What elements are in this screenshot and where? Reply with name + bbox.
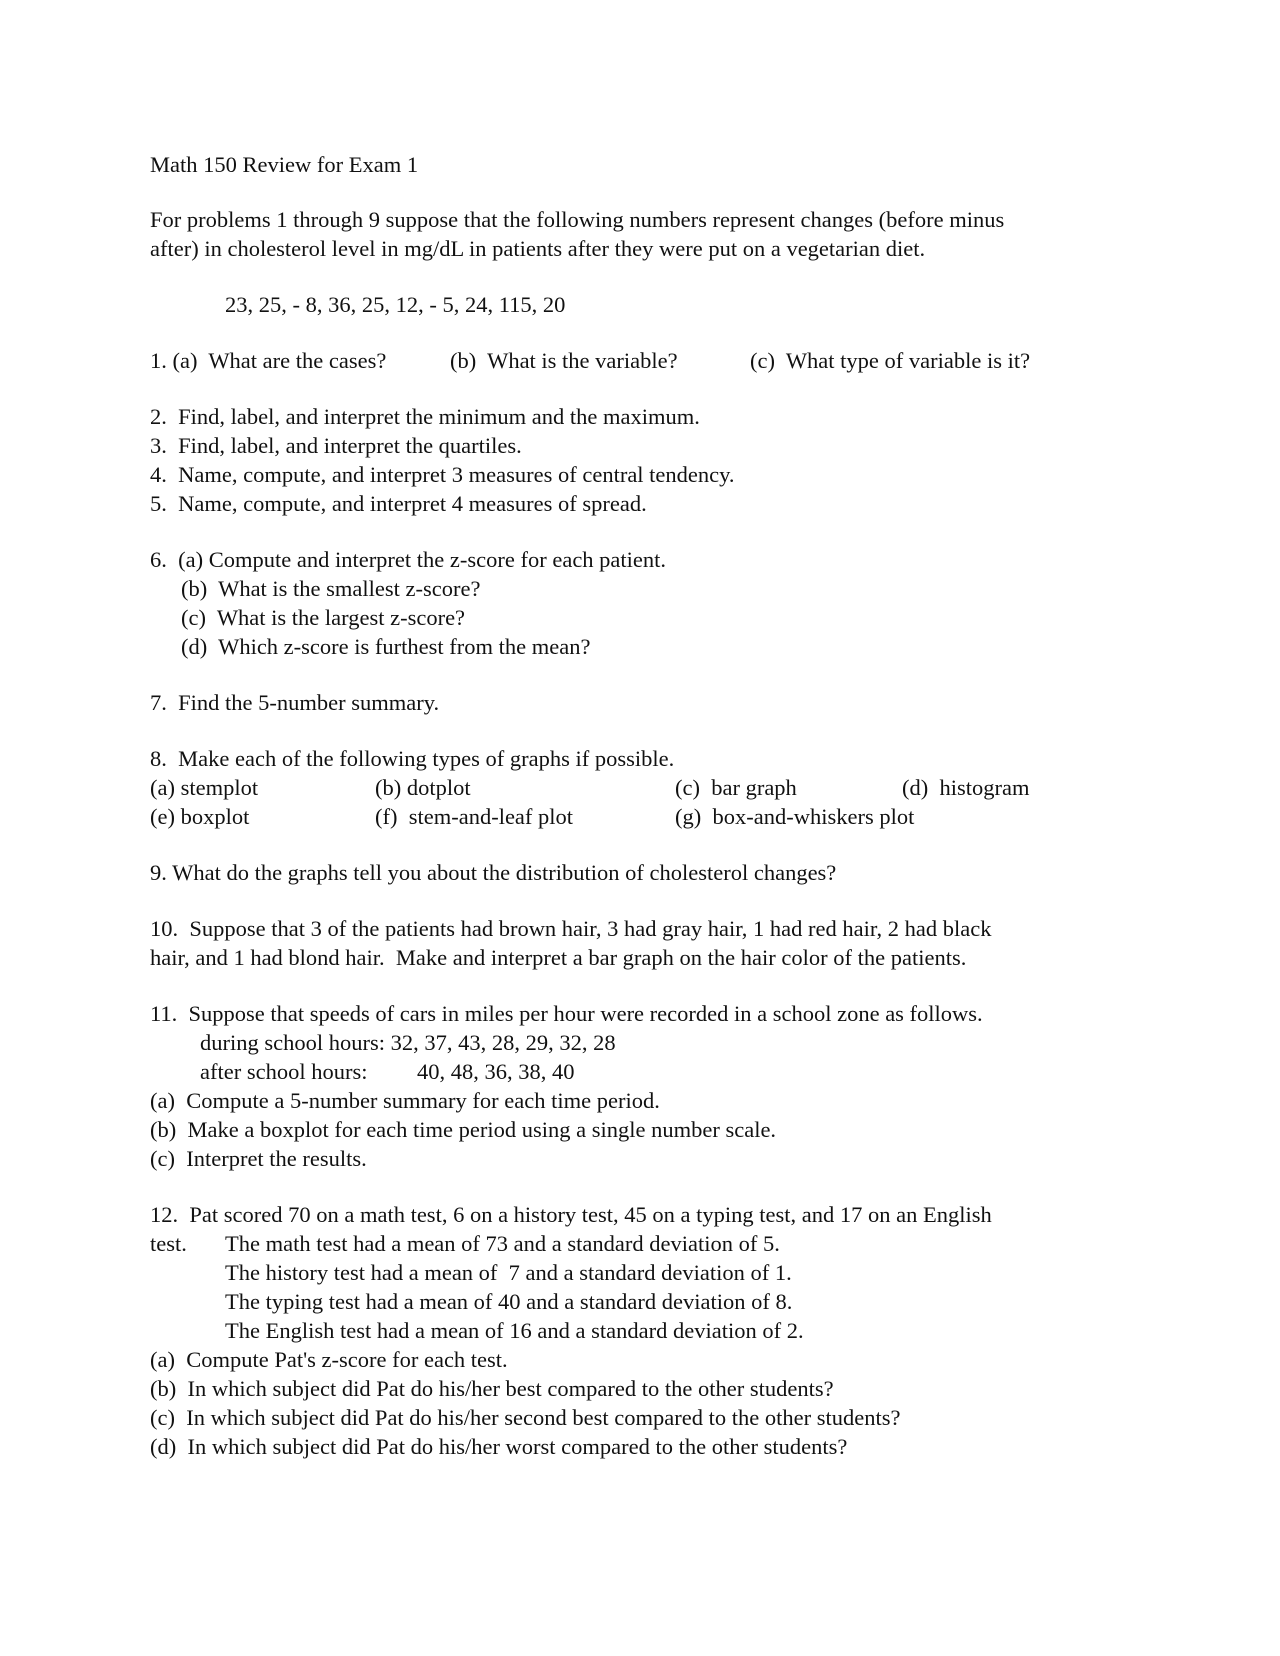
question-6a: 6. (a) Compute and interpret the z-score for each patient. [150, 547, 667, 572]
question-11-during-hours [150, 1028, 1150, 1057]
question-1b: (b) What is the variable? [450, 348, 678, 373]
question-3: 3. Find, label, and interpret the quartiles. [150, 433, 522, 458]
question-1a: 1. (a) What are the cases? [150, 348, 387, 373]
question-8-row-2 [150, 802, 1150, 831]
question-6d: (d) Which z-score is furthest from the mean? [181, 634, 591, 659]
question-11-after-hours [150, 1057, 1150, 1086]
question-2: 2. Find, label, and interpret the minimum and the maximum. [150, 404, 700, 429]
data-values: 23, 25, - 8, 36, 25, 12, - 5, 24, 115, 20 [225, 292, 566, 317]
question-12c: (c) In which subject did Pat do his/her second best compared to the other students? [150, 1405, 901, 1430]
question-8: 8. Make each of the following types of graphs if possible. [150, 746, 675, 771]
test-word: test. [150, 1231, 187, 1256]
question-8b: (b) dotplot [375, 775, 471, 800]
question-7: 7. Find the 5-number summary. [150, 690, 440, 715]
question-6c: (c) What is the largest z-score? [181, 605, 466, 630]
question-12-history: The history test had a mean of 7 and a standard deviation of 1. [225, 1260, 792, 1285]
question-12-english: The English test had a mean of 16 and a standard deviation of 2. [225, 1318, 804, 1343]
question-12-math [150, 1229, 1150, 1258]
question-8c: (c) bar graph [675, 775, 797, 800]
during-hours-values: 32, 37, 43, 28, 29, 32, 28 [390, 1030, 616, 1055]
intro-line-2: after) in cholesterol level in mg/dL in patients after they were put on a vegetarian diet. [150, 236, 926, 261]
document-page [150, 150, 1150, 1461]
question-12a: (a) Compute Pat's z-score for each test. [150, 1347, 508, 1372]
question-8-row-1 [150, 773, 1150, 802]
intro-line-1: For problems 1 through 9 suppose that the following numbers represent changes (before minus [150, 207, 1005, 232]
after-hours-label: after school hours: [200, 1059, 368, 1084]
during-hours-label: during school hours: [200, 1030, 385, 1055]
question-1 [150, 346, 1150, 375]
question-5: 5. Name, compute, and interpret 4 measures of spread. [150, 491, 647, 516]
math-test-info: The math test had a mean of 73 and a standard deviation of 5. [225, 1231, 780, 1256]
question-1c: (c) What type of variable is it? [750, 348, 1031, 373]
question-12: 12. Pat scored 70 on a math test, 6 on a history test, 45 on a typing test, and 17 on an English [150, 1202, 992, 1227]
question-4: 4. Name, compute, and interpret 3 measures of central tendency. [150, 462, 735, 487]
question-8d: (d) histogram [902, 775, 1030, 800]
question-11b: (b) Make a boxplot for each time period using a single number scale. [150, 1117, 777, 1142]
question-10-line-1: 10. Suppose that 3 of the patients had brown hair, 3 had gray hair, 1 had red hair, 2 had black [150, 916, 992, 941]
after-hours-values: 40, 48, 36, 38, 40 [417, 1059, 575, 1084]
question-6b: (b) What is the smallest z-score? [181, 576, 481, 601]
page-title: Math 150 Review for Exam 1 [150, 152, 419, 177]
question-8f: (f) stem-and-leaf plot [375, 804, 574, 829]
question-8e: (e) boxplot [150, 804, 250, 829]
question-8a: (a) stemplot [150, 775, 259, 800]
question-12d: (d) In which subject did Pat do his/her worst compared to the other students? [150, 1434, 848, 1459]
question-11a: (a) Compute a 5-number summary for each time period. [150, 1088, 660, 1113]
question-11: 11. Suppose that speeds of cars in miles per hour were recorded in a school zone as follows. [150, 1001, 983, 1026]
question-10-line-2: hair, and 1 had blond hair. Make and interpret a bar graph on the hair color of the patients. [150, 945, 967, 970]
question-12-typing: The typing test had a mean of 40 and a standard deviation of 8. [225, 1289, 793, 1314]
question-12b: (b) In which subject did Pat do his/her best compared to the other students? [150, 1376, 834, 1401]
question-9: 9. What do the graphs tell you about the distribution of cholesterol changes? [150, 860, 837, 885]
question-11c: (c) Interpret the results. [150, 1146, 367, 1171]
question-8g: (g) box-and-whiskers plot [675, 804, 915, 829]
